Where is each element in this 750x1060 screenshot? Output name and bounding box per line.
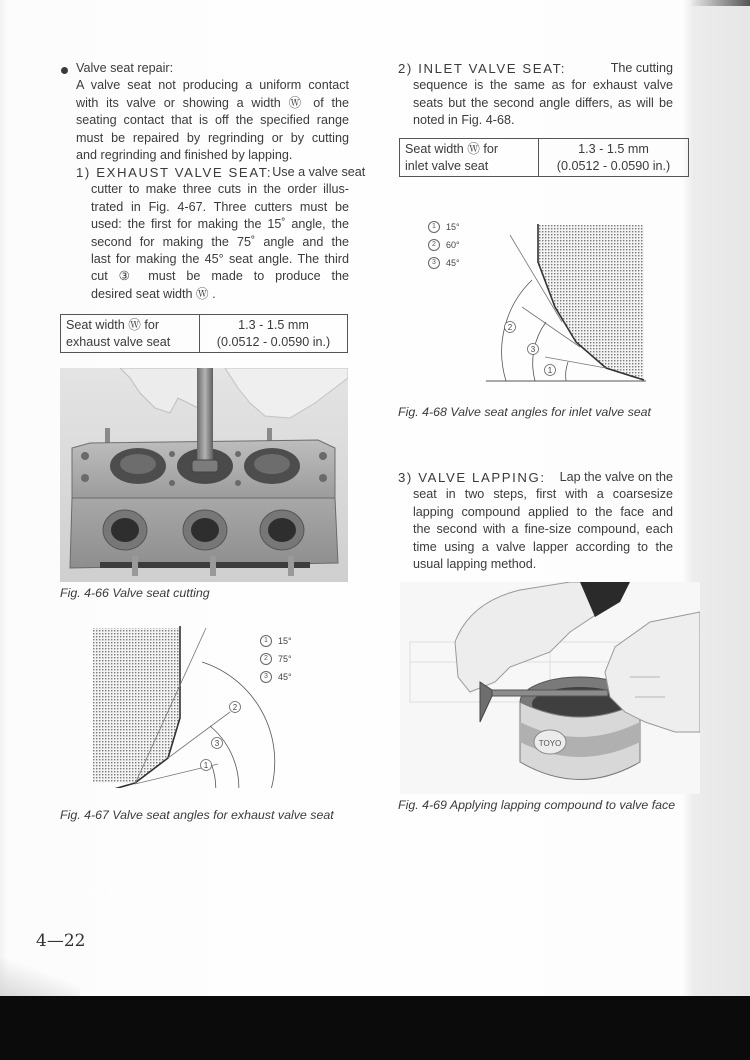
svg-text:2: 2 [232, 703, 238, 712]
fig-4-68-legend [428, 218, 460, 272]
exhaust-heading-line: 1) EXHAUST VALVE SEAT: Use a valve seat [76, 165, 366, 180]
legend-item: 3 45° [428, 254, 460, 272]
svg-text:2: 2 [507, 323, 513, 332]
fig-4-69-photo [400, 582, 700, 794]
inlet-table-value: 1.3 - 1.5 mm (0.0512 - 0.0590 in.) [539, 139, 689, 177]
arc-angle-3 [210, 726, 239, 788]
arc-angle-1 [212, 766, 216, 788]
inlet-valve-seat-heading: 2) INLET VALVE SEAT: [398, 61, 567, 76]
lapping-compound-illustration [400, 582, 700, 794]
legend-item: 2 75° [260, 650, 292, 668]
fig-4-68-caption: Fig. 4-68 Valve seat angles for inlet valve seat [398, 405, 651, 419]
inlet-paragraph: sequence is the same as for exhaust valve seats but the second angle differs, as will be noted in Fig. 4-68. [413, 78, 673, 128]
legend-item: 1 15° [260, 632, 292, 650]
exhaust-seat-width-table [60, 314, 348, 353]
svg-text:1: 1 [547, 366, 553, 375]
can-label: TOYO [538, 739, 562, 748]
inlet-heading-line: 2) INLET VALVE SEAT: The cutting [398, 61, 673, 76]
inlet-table-label: Seat width Ⓦ for inlet valve seat [400, 139, 539, 177]
svg-text:1: 1 [203, 761, 209, 770]
fig-4-69-caption: Fig. 4-69 Applying lapping compound to valve face [398, 798, 676, 812]
inlet-seat-width-table [399, 138, 689, 177]
exhaust-table-value: 1.3 - 1.5 mm (0.0512 - 0.0590 in.) [200, 315, 348, 353]
exhaust-paragraph: cutter to make three cuts in the order illus- trated in Fig. 4-67. Three cutters must be used: the first for making the 15˚ angle, the second for making the 75˚ angle and the last for making the 45° seat angle. The third cut ③ must be made to produce the desired seat width Ⓦ . [91, 182, 349, 301]
lapping-heading-line: 3) VALVE LAPPING: Lap the valve on the [398, 470, 673, 485]
fig-4-68-inlet-angle-diagram [470, 222, 650, 387]
exhaust-valve-seat-heading: 1) EXHAUST VALVE SEAT: [76, 165, 273, 180]
fig-4-66-photo [60, 368, 348, 582]
legend-item: 3 45° [260, 668, 292, 686]
legend-item: 2 60° [428, 236, 460, 254]
bullet-icon [61, 67, 68, 74]
page-corner-shadow [0, 956, 80, 996]
legend-item: 1 15° [428, 218, 460, 236]
fig-4-67-caption: Fig. 4-67 Valve seat angles for exhaust valve seat [60, 808, 334, 822]
intro-paragraph: A valve seat not producing a uniform contact with its valve or showing a width Ⓦ of the seating contact that is off the specified range must be repaired by regrinding or by cutting and regrinding and finished by lapping. [76, 78, 349, 163]
valve-seat-repair-heading: Valve seat repair: [76, 61, 174, 75]
cylinder-head-cutting-illustration [60, 368, 348, 582]
lapping-paragraph: seat in two steps, first with a coarsesize lapping compound applied to the face and the second with a fine-size compound, each time using a valve lapper according to the usual lapping method. [413, 487, 673, 572]
svg-text:3: 3 [530, 345, 536, 354]
svg-text:3: 3 [214, 739, 220, 748]
valve-lapping-heading: 3) VALVE LAPPING: [398, 470, 546, 485]
fig-4-67-legend [260, 632, 292, 686]
page-edge-shadow [690, 0, 750, 6]
arc-angle-1 [566, 362, 568, 381]
exhaust-table-label: Seat width Ⓦ for exhaust valve seat [61, 315, 200, 353]
fig-4-66-caption: Fig. 4-66 Valve seat cutting [60, 586, 210, 600]
page-number: 4—22 [36, 931, 86, 951]
